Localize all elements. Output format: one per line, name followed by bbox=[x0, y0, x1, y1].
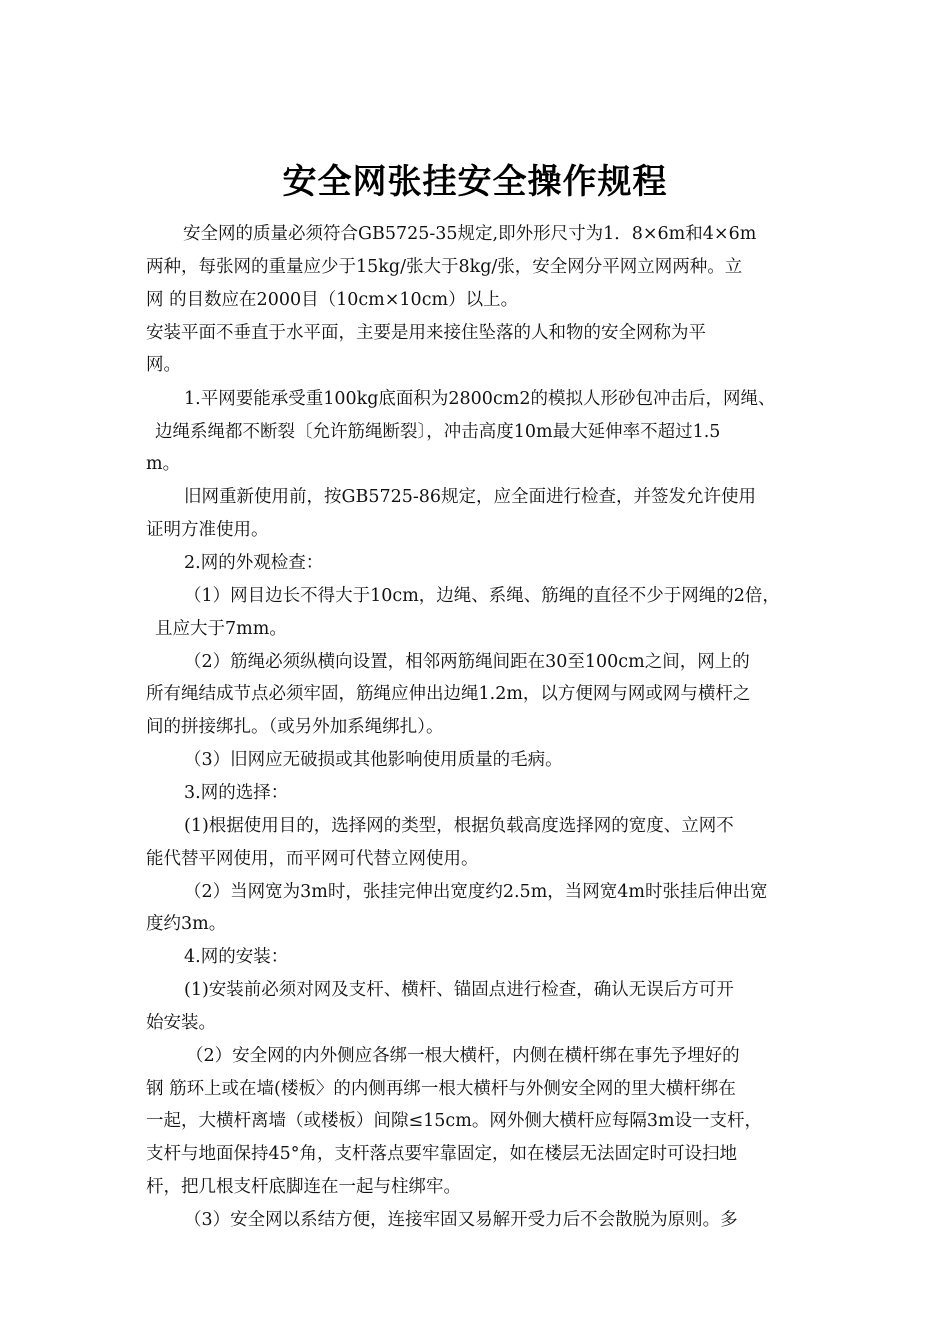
paragraph-line: 1.平网要能承受重100kg底面积为2800cm2的模拟人形砂包冲击后，网绳、 bbox=[184, 389, 776, 409]
paragraph-line: （1）网目边长不得大于10cm，边绳、系绳、筋绳的直径不少于网绳的2倍， bbox=[184, 586, 780, 606]
paragraph-line: 间的拼接绑扎。（或另外加系绳绑扎）。 bbox=[146, 717, 444, 737]
paragraph-line: （2）当网宽为3m时，张挂完伸出宽度约2.5m，当网宽4m时张挂后伸出宽 bbox=[184, 882, 768, 902]
paragraph-line: （2）安全网的内外侧应各绑一根大横杆，内侧在横杆绑在事先予埋好的 bbox=[186, 1046, 740, 1066]
paragraph-line: （3）安全网以系结方便，连接牢固又易解开受力后不会散脱为原则。多 bbox=[184, 1210, 738, 1230]
paragraph-line: 边绳系绳都不断裂〔允许筋绳断裂〕，冲击高度10m最大延伸率不超过1.5 bbox=[155, 422, 721, 442]
paragraph-line: 度约3m。 bbox=[146, 914, 227, 934]
paragraph-line: 且应大于7mm。 bbox=[155, 619, 287, 639]
document-title: 安全网张挂安全操作规程 bbox=[282, 162, 668, 202]
paragraph-line: 杆，把几根支杆底脚连在一起与柱绑牢。 bbox=[146, 1177, 461, 1197]
paragraph-line: 安装平面不垂直于水平面，主要是用来接住坠落的人和物的安全网称为平 bbox=[146, 323, 706, 343]
paragraph-line: 证明方准使用。 bbox=[146, 520, 269, 540]
paragraph-line: (1)安装前必须对网及支杆、横杆、锚固点进行检查，确认无误后方可开 bbox=[184, 980, 734, 1000]
paragraph-line: 一起，大横杆离墙（或楼板）间隙≤15cm。网外侧大横杆应每隔3m设一支杆， bbox=[146, 1111, 763, 1131]
paragraph-line: 网。 bbox=[146, 355, 181, 375]
paragraph-line: 安全网的质量必须符合GB5725-35规定,即外形尺寸为1．8×6m和4×6m bbox=[183, 224, 757, 244]
section-heading: 3.网的选择： bbox=[184, 783, 289, 803]
section-heading: 2.网的外观检查： bbox=[184, 553, 324, 573]
paragraph-line: 始安装。 bbox=[146, 1013, 216, 1033]
paragraph-line: 网 的目数应在2000目（10cm×10cm）以上。 bbox=[146, 290, 519, 310]
paragraph-line: 支杆与地面保持45°角，支杆落点要牢靠固定，如在楼层无法固定时可设扫地 bbox=[146, 1144, 738, 1164]
paragraph-line: 所有绳结成节点必须牢固，筋绳应伸出边绳1.2m，以方便网与网或网与横杆之 bbox=[146, 684, 751, 704]
section-heading: 4.网的安装： bbox=[184, 947, 289, 967]
paragraph-line: 钢 筋环上或在墙(楼板〉的内侧再绑一根大横杆与外侧安全网的里大横杆绑在 bbox=[146, 1079, 736, 1099]
paragraph-line: (1)根据使用目的，选择网的类型，根据负载高度选择网的宽度、立网不 bbox=[184, 816, 734, 836]
paragraph-line: 两种，每张网的重量应少于15kg/张大于8kg/张，安全网分平网立网两种。立 bbox=[146, 257, 743, 277]
paragraph-line: m。 bbox=[146, 454, 181, 474]
paragraph-line: 旧网重新使用前，按GB5725-86规定，应全面进行检查，并签发允许使用 bbox=[184, 487, 757, 507]
paragraph-line: （2）筋绳必须纵横向设置，相邻两筋绳间距在30至100cm之间，网上的 bbox=[184, 652, 750, 672]
paragraph-line: （3）旧网应无破损或其他影响使用质量的毛病。 bbox=[184, 750, 563, 770]
paragraph-line: 能代替平网使用，而平网可代替立网使用。 bbox=[146, 849, 479, 869]
